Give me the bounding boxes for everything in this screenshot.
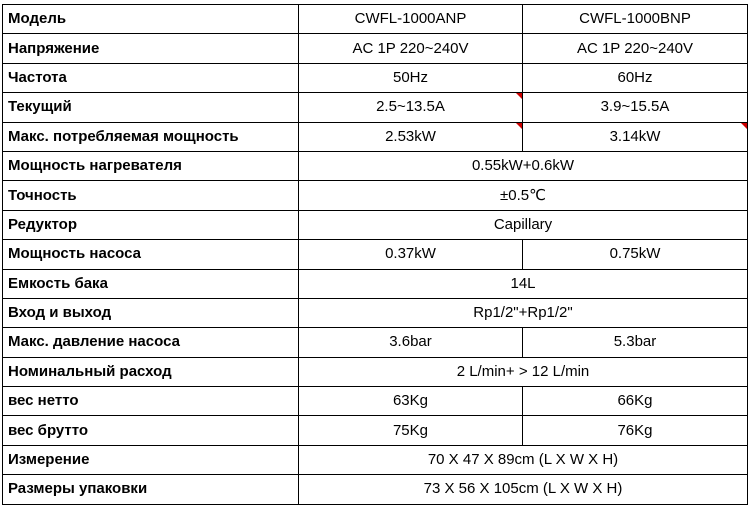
- param-label: Макс. потребляемая мощность: [3, 122, 299, 151]
- table-row: [3, 210, 748, 239]
- value-cell: AC 1P 220~240V: [299, 34, 523, 63]
- value-cell: [299, 93, 523, 122]
- value-cell: CWFL-1000ANP: [299, 5, 523, 34]
- value-cell: [299, 122, 523, 151]
- value-cell: CWFL-1000BNP: [523, 5, 748, 34]
- merged-value-cell: Rp1/2"+Rp1/2": [299, 298, 748, 327]
- param-label: Напряжение: [3, 34, 299, 63]
- value-cell: 63Kg: [299, 387, 523, 416]
- comment-marker: [516, 123, 522, 129]
- merged-value-cell: Capillary: [299, 210, 748, 239]
- merged-value-cell: 70 X 47 X 89cm (L X W X H): [299, 445, 748, 474]
- table-row: [3, 151, 748, 180]
- table-row: [3, 63, 748, 92]
- table-row: [3, 475, 748, 504]
- value-cell: 0.75kW: [523, 240, 748, 269]
- value-cell: 76Kg: [523, 416, 748, 445]
- merged-value-cell: 0.55kW+0.6kW: [299, 151, 748, 180]
- param-label: Частота: [3, 63, 299, 92]
- table-row: [3, 93, 748, 122]
- param-label: Редуктор: [3, 210, 299, 239]
- table-row: [3, 34, 748, 63]
- param-label: Вход и выход: [3, 298, 299, 327]
- value-cell: 75Kg: [299, 416, 523, 445]
- value-cell: 66Kg: [523, 387, 748, 416]
- merged-value-cell: ±0.5℃: [299, 181, 748, 210]
- param-label: Емкость бака: [3, 269, 299, 298]
- table-row: [3, 328, 748, 357]
- value-cell: 3.9~15.5A: [523, 93, 748, 122]
- comment-marker: [516, 93, 522, 99]
- table-row: [3, 445, 748, 474]
- value-text: 2.53kW: [385, 127, 436, 145]
- table-row: [3, 298, 748, 327]
- param-label: вес нетто: [3, 387, 299, 416]
- table-row: [3, 357, 748, 386]
- value-cell: AC 1P 220~240V: [523, 34, 748, 63]
- merged-value-cell: 2 L/min+ > 12 L/min: [299, 357, 748, 386]
- table-row: [3, 269, 748, 298]
- value-cell: 0.37kW: [299, 240, 523, 269]
- param-label: Модель: [3, 5, 299, 34]
- value-text: 2.5~13.5A: [376, 98, 445, 116]
- table-row: [3, 5, 748, 34]
- param-label: вес брутто: [3, 416, 299, 445]
- table-row: [3, 416, 748, 445]
- value-cell: 50Hz: [299, 63, 523, 92]
- spec-table: [2, 4, 748, 505]
- param-label: Текущий: [3, 93, 299, 122]
- param-label: Номинальный расход: [3, 357, 299, 386]
- table-row: [3, 240, 748, 269]
- param-label: Точность: [3, 181, 299, 210]
- param-label: Измерение: [3, 445, 299, 474]
- table-row: [3, 387, 748, 416]
- table-row: [3, 181, 748, 210]
- value-cell: [523, 122, 748, 151]
- param-label: Мощность нагревателя: [3, 151, 299, 180]
- value-cell: 5.3bar: [523, 328, 748, 357]
- param-label: Макс. давление насоса: [3, 328, 299, 357]
- value-cell: 60Hz: [523, 63, 748, 92]
- merged-value-cell: 14L: [299, 269, 748, 298]
- param-label: Мощность насоса: [3, 240, 299, 269]
- merged-value-cell: 73 X 56 X 105cm (L X W X H): [299, 475, 748, 504]
- param-label: Размеры упаковки: [3, 475, 299, 504]
- comment-marker: [741, 123, 747, 129]
- table-row: [3, 122, 748, 151]
- value-text: 3.14kW: [609, 127, 661, 145]
- value-cell: 3.6bar: [299, 328, 523, 357]
